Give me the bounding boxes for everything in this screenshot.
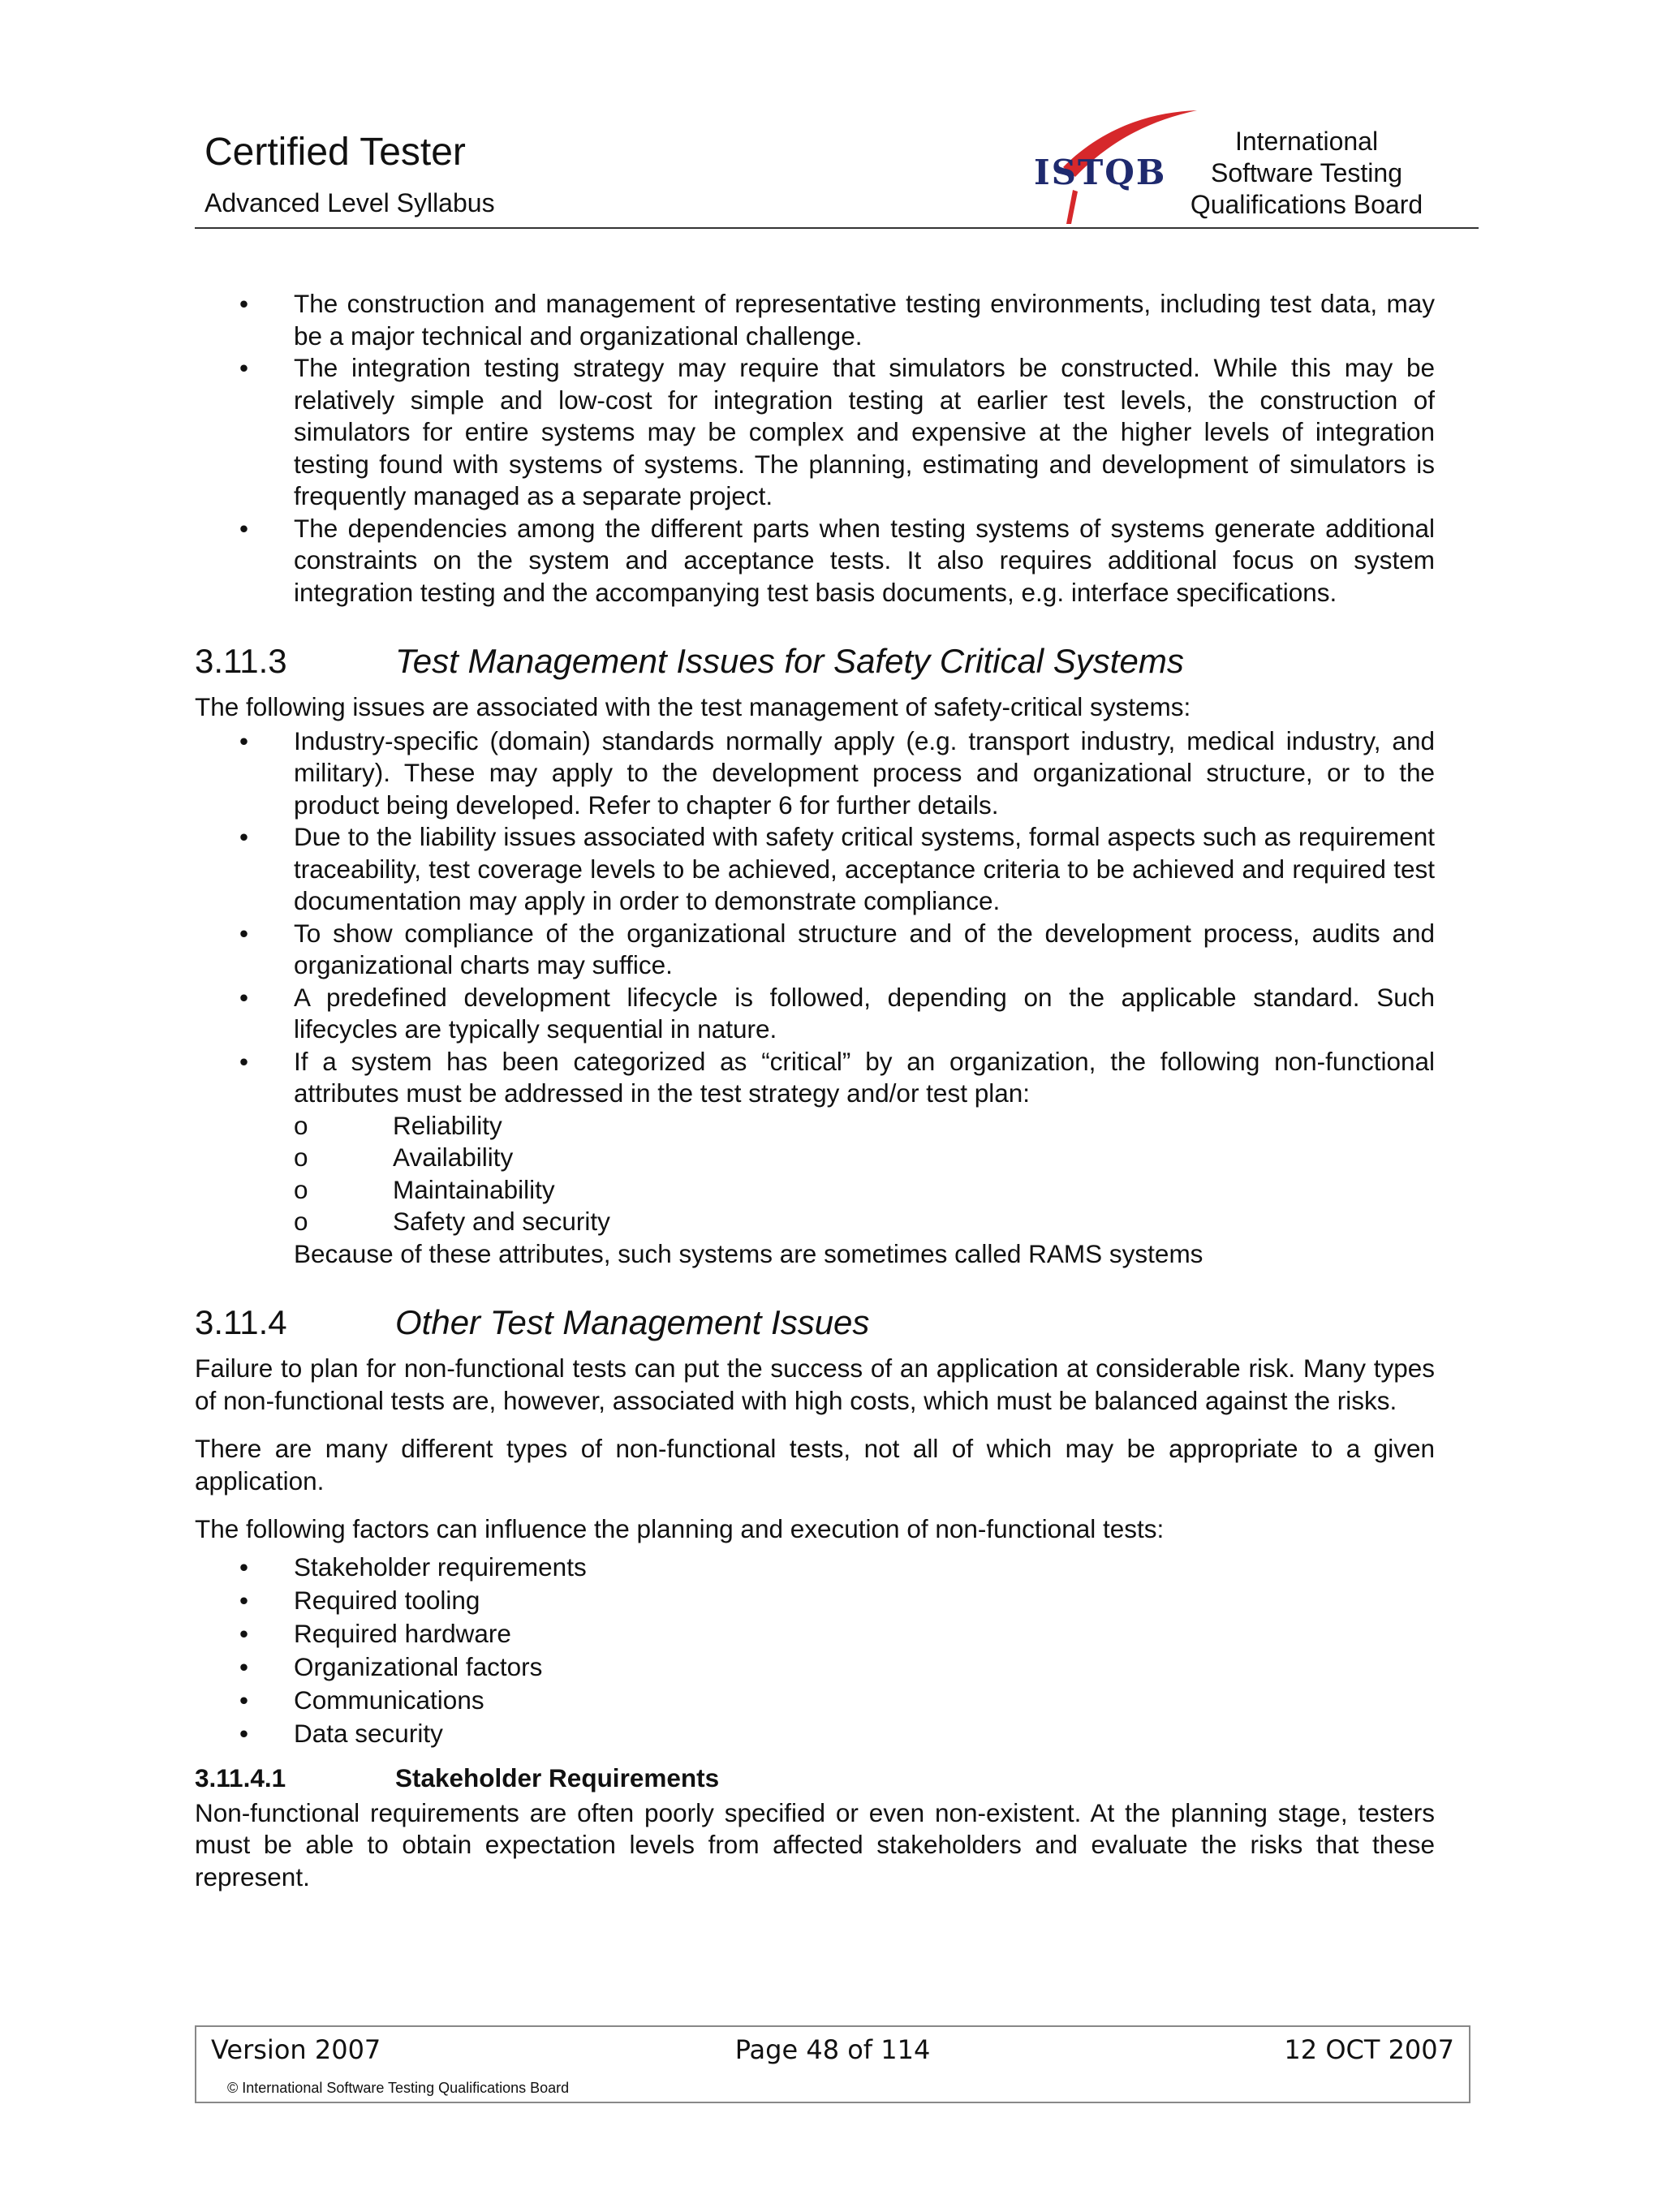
list-item: • Communications bbox=[195, 1684, 1435, 1717]
list-item: • Stakeholder requirements bbox=[195, 1551, 1435, 1584]
org-line-2: Software Testing bbox=[1211, 158, 1402, 187]
istqb-logo-text: ISTQB bbox=[1034, 153, 1167, 192]
paragraph: The following factors can influence the planning and execution of non-functional tests: bbox=[195, 1514, 1165, 1543]
list-item: • Required hardware bbox=[195, 1617, 1435, 1650]
org-name bbox=[1177, 126, 1436, 221]
paragraph: Failure to plan for non-functional tests can put the success of an application at considerable risk. Many types of non-functional tests are, however, associated with high costs, which must be balanced against the risks. bbox=[195, 1353, 1435, 1415]
list-item: • Industry-specific (domain) standards normally apply (e.g. transport industry, medical industry, and military). These may apply to the development process and organizational structure, or to the product being developed. Refer to chapter 6 for further details. bbox=[195, 725, 1435, 822]
list-item: • To show compliance of the organizational structure and of the development process, audits and organizational charts may suffice. bbox=[195, 918, 1435, 982]
section-number: 3.11.3 bbox=[195, 642, 287, 680]
header-divider bbox=[195, 227, 1479, 229]
sub-list-item: o Reliability bbox=[294, 1110, 1435, 1143]
org-line-1: International bbox=[1234, 127, 1379, 156]
footer-copyright: © International Software Testing Qualifications Board bbox=[227, 2080, 570, 2096]
sub-list-item: o Availability bbox=[294, 1142, 1435, 1174]
page-content bbox=[195, 288, 1435, 1893]
org-line-3: Qualifications Board bbox=[1190, 190, 1423, 219]
footer-version: Version 2007 bbox=[211, 2034, 381, 2065]
subsection-title: Stakeholder Requirements bbox=[395, 1762, 720, 1792]
list-item: • A predefined development lifecycle is followed, depending on the applicable standard. Such lifecycles are typically sequential in nature. bbox=[195, 982, 1435, 1046]
list-item: • Required tooling bbox=[195, 1584, 1435, 1617]
intro-bullet-list bbox=[195, 288, 1435, 609]
footer-date: 12 OCT 2007 bbox=[1284, 2034, 1454, 2065]
list-item: • The integration testing strategy may require that simulators be constructed. While this may be relatively simple and low-cost for integration testing at earlier test levels, the construction of simulators for entire systems may be complex and expensive at the higher levels of integration testing found with systems of systems. The planning, estimating and development of simulators is frequently managed as a separate project. bbox=[195, 352, 1435, 513]
paragraph: There are many different types of non-functional tests, not all of which may be appropriate to a given application. bbox=[195, 1434, 1435, 1495]
section-number: 3.11.4 bbox=[195, 1303, 287, 1341]
section-intro: The following issues are associated with the test management of safety-critical systems: bbox=[195, 692, 1191, 721]
list-item-text: If a system has been categorized as “critical” by an organization, the following non-functional attributes must be addressed in the test strategy and/or test plan: bbox=[294, 1046, 1435, 1108]
page-footer bbox=[195, 2025, 1470, 2103]
list-item: • Data security bbox=[195, 1717, 1435, 1750]
section-heading-3-11-3 bbox=[195, 641, 1435, 682]
document-title: Certified Tester bbox=[205, 131, 466, 174]
list-item: • The dependencies among the different parts when testing systems of systems generate additional constraints on the system and acceptance tests. It also requires additional focus on system integration testing and the accompanying test basis documents, e.g. interface specifications. bbox=[195, 513, 1435, 609]
sub-list-item: o Safety and security bbox=[294, 1206, 1435, 1238]
list-item: • The construction and management of representative testing environments, including test data, may be a major technical and organizational challenge. bbox=[195, 288, 1435, 352]
list-item: • Organizational factors bbox=[195, 1650, 1435, 1684]
section-title: Test Management Issues for Safety Critical Systems bbox=[395, 642, 1184, 680]
section-title: Other Test Management Issues bbox=[395, 1303, 870, 1341]
rams-note: Because of these attributes, such systems are sometimes called RAMS systems bbox=[294, 1238, 1203, 1268]
subsection-heading-3-11-4-1 bbox=[195, 1762, 1435, 1794]
list-item: • Due to the liability issues associated with safety critical systems, formal aspects such as requirement traceability, test coverage levels to be achieved, acceptance criteria to be achieved and required test documentation may apply in order to demonstrate compliance. bbox=[195, 821, 1435, 918]
footer-page-number: Page 48 of 114 bbox=[734, 2034, 931, 2065]
subsection-number: 3.11.4.1 bbox=[195, 1762, 286, 1792]
document-subtitle: Advanced Level Syllabus bbox=[205, 188, 495, 217]
sub-list-item: o Maintainability bbox=[294, 1174, 1435, 1207]
safety-bullet-list bbox=[195, 725, 1435, 1238]
header-left bbox=[205, 130, 495, 219]
rams-sub-list bbox=[294, 1110, 1435, 1238]
paragraph: Non-functional requirements are often poorly specified or even non-existent. At the planning stage, testers must be able to obtain expectation levels from affected stakeholders and evaluate the risks that these represent. bbox=[195, 1797, 1435, 1891]
section-heading-3-11-4 bbox=[195, 1302, 1435, 1343]
list-item bbox=[195, 1046, 1435, 1238]
factor-bullet-list bbox=[195, 1551, 1435, 1750]
